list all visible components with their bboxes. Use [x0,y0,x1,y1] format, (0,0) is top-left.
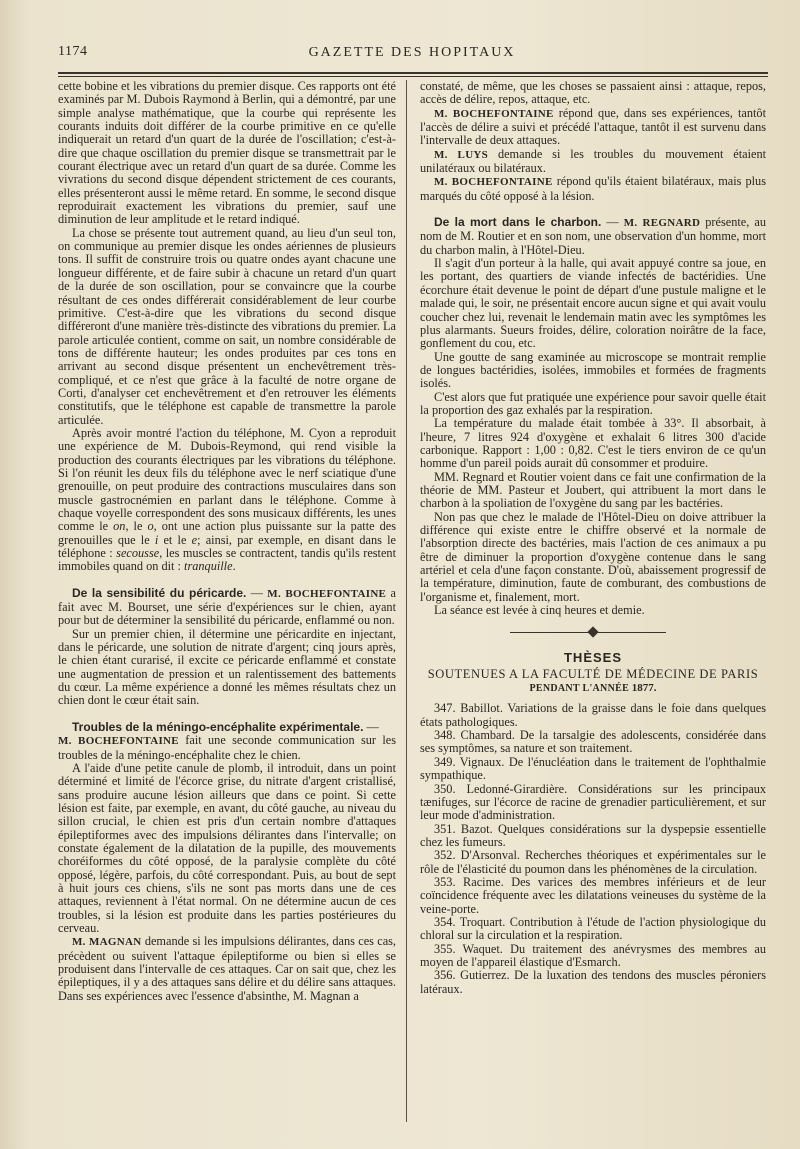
author-name: M. REGNARD [623,217,701,230]
diamond-ornament-icon [587,627,598,638]
section-heading: Troubles de la méningo-encéphalite expérimentale. [72,719,364,734]
page-header [58,42,766,66]
paragraph: Une goutte de sang examinée au microscope se montrait remplie de longues bactéridies, isolées, immobiles et formées de fragments isolés. [420,349,766,391]
section-pericarde: De la sensibilité du péricarde. — M. BOCHEFONTAINE a fait avec M. Bourset, une série d'expériences sur le chien, ayant pour but de déterminer la sensibilité du péricarde, enflammé ou non. [58,585,396,628]
list-item: 356. Gutierrez. De la luxation des tendons des muscles péroniers latéraux. [420,968,766,996]
right-column [420,80,766,996]
separator-ornament [420,624,766,640]
list-item: 348. Chambard. De la tarsalgie des adolescents, considérée dans ses symptômes, sa nature et son traitement. [420,728,766,756]
section-heading: De la mort dans le charbon. [434,215,602,230]
journal-title: GAZETTE DES HOPITAUX [308,45,516,60]
paragraph: M. LUYS demande si les troubles du mouvement étaient unilatéraux ou bilatéraux. [420,146,767,176]
author-name: M. BOCHEFONTAINE [58,735,179,748]
paragraph: La chose se présente tout autrement quand, au lieu d'un seul ton, on communique au premier disque les ondes aériennes de plusieurs tons. Il suffit de construire trois ou quatre ondes ayant chacune une longueur différente, et de faire subir à chacune un retard d'un quart de la durée de son oscillation, pour se convaincre que la courbe résultant de ces ondes différerait considérablement de leur courbe primitive. C'est-à-dire que les vibrations du second disque différeront d'une manière très-distincte des vibrations du premier. La parole articulée contient, comme on sait, un nombre considérable de tons de différente hauteur; les ondes produites par ces tons en arrivant au second disque présentent un enchevêtrement très-compliqué, et ce n'est que grâce à la faculté de notre organe de Corti, d'analyser cet enchevêtrement et d'en retrouver les éléments constitutifs, que le téléphone est capable de transmettre la parole articulée. [58,225,396,427]
header-rule-thick [58,72,768,74]
list-item: 352. D'Arsonval. Recherches théoriques et expérimentales sur le rôle de l'élasticité du poumon dans les phénomènes de la circulation. [420,848,766,876]
left-column [58,80,396,1003]
section-charbon: De la mort dans le charbon. — M. REGNARD présente, au nom de M. Routier et en son nom, une observation d'un homme, mort du charbon malin, à l'Hôtel-Dieu. [420,215,766,257]
author-name: M. MAGNAN [72,936,142,949]
list-item: 353. Racime. Des varices des membres inférieurs et de leur coïncidence fréquente avec les dilatations veineuses du système de la veine-porte. [420,874,766,916]
paragraph: M. MAGNAN demande si les impulsions délirantes, dans ces cas, précèdent ou suivent l'attaque épileptiforme ou bien si elles se produisent dans l'intervalle de ces attaques. Car on sait que, chez les épileptiques, il y a des attaques sans délire et du délire sans attaques. Dans ses expériences avec l'essence d'absinthe, M. Magnan a [58,934,397,1003]
paragraph: M. BOCHEFONTAINE répond que, dans ses expériences, tantôt l'accès de délire a suivi et précédé l'attaque, tantôt il est survenu dans l'intervalle de deux attaques. [420,105,766,148]
paragraph: Il s'agit d'un porteur à la halle, qui avait appuyé contre sa joue, en les portant, des quartiers de viande infectés de bactéridies. Une écorchure était devenue le point de départ d'une pustule maligne et le malade qui, le soir, ne présentait encore aucun signe et qui avait voulu coucher chez lui, revenait le lendemain matin avec les symptômes les plus alarmants. Sueurs froides, délire, coloration noirâtre de la face, gonflement du cou, etc. [420,256,766,351]
theses-heading: THÈSES [563,650,622,666]
list-item: 350. Ledonné-Girardière. Considérations sur les principaux tænifuges, sur l'écorce de racine de grenadier particulièrement, et sur leur mode d'administration. [420,781,766,823]
paragraph: cette bobine et les vibrations du premier disque. Ces rapports ont été examinés par M. Dubois Raymond à Berlin, qui a démontré, par une simple analyse mathématique, que la courbe qui représente les courants induits doit différer de la courbe primitive en ce qu'elle indiquerait un retard d'un quart de la durée de l'oscillation; c'est-à-dire que chaque oscillation du premier disque se transmettrait par le courant électrique avec un retard d'un quart de sa durée. Comme les vivrations du second disque dépendent strictement de ces courants, elles présenteront aussi le même retard. En somme, le second disque reproduirait exactement les vibrations du premier, sauf une diminution de leur amplitude et le retard indiqué. [58,79,396,227]
theses-year-line: PENDANT L'ANNÉE 1877. [529,682,657,695]
paragraph: M. BOCHEFONTAINE fait une seconde communication sur les troubles de la méningo-encéphalite chez le chien. [58,733,396,762]
list-item: 349. Vignaux. De l'énucléation dans le traitement de l'ophthalmie sympathique. [420,754,766,783]
paragraph: C'est alors que fut pratiquée une expérience pour savoir quelle était la proportion des gaz exhalés par la respiration. [420,389,766,417]
section-gap [420,640,766,647]
section-heading: De la sensibilité du péricarde. [72,585,247,600]
list-item: 355. Waquet. Du traitement des anévrysmes des membres au moyen de l'appareil élastique d'Esmarch. [420,941,766,969]
section-gap [420,617,766,624]
author-name: M. BOCHEFONTAINE [267,587,387,600]
theses-subheading: SOUTENUES A LA FACULTÉ DE MÉDECINE DE PARIS [427,666,759,681]
paragraph: La séance est levée à cinq heures et demie. [434,603,645,618]
section-meningo: Troubles de la méningo-encéphalite expérimentale. — [72,719,379,734]
paragraph: M. BOCHEFONTAINE répond qu'ils étaient bilatéraux, mais plus marqués du côté opposé à la lésion. [420,174,766,203]
paragraph: Non pas que chez le malade de l'Hôtel-Dieu on doive attribuer la différence qui existe entre le chiffre observé et la normale de l'absorption directe des bactéries, mais l'action de ces animaux a pu être de diminuer la proportion d'oxygène contenue dans le sang artériel et cela d'une façon constante. D'où, abaissement progressif de la température, diminution, faute de comburant, des combustions de l'organisme et, finalement, mort. [420,509,766,604]
header-rule-thin [58,76,768,77]
author-name: M. BOCHEFONTAINE [434,107,554,120]
list-item: 354. Troquart. Contribution à l'étude de l'action physiologique du chloral sur la circulation et la respiration. [420,914,766,943]
paragraph: Après avoir montré l'action du téléphone, M. Cyon a reproduit une expérience de M. Dubois-Reymond, qui rend visible la production des courants électriques par les vibrations du téléphone. Si l'on réunit les deux fils du téléphone avec le nerf sciatique d'une grenouille, on peut produire des contractions musculaires dans son muscle gastrocnémien en parlant dans le téléphone. Comme à chaque voyelle correspondent des sons musicaux différents, les unes comme le on, le o, ont une action plus puissante sur la patte des grenouilles que le i et le e; ainsi, par exemple, en disant dans le téléphone : secousse, les muscles se contractent, tandis qu'ils restent immobiles quand on dit : tranquille. [58,425,397,574]
paragraph: Sur un premier chien, il détermine une péricardite en injectant, dans le péricarde, une solution de nitrate d'argent; cinq jours après, le chien étant curarisé, il excite ce péricarde enflammé et constate une augmentation de pression et un ralentissement des battements du cœur. La même expérience a donné les mêmes résultats chez un chien dont le cœur était sain. [58,626,396,708]
author-name: M. BOCHEFONTAINE [434,176,553,189]
author-name: M. LUYS [434,148,489,161]
column-divider [406,80,407,1122]
page-number: 1174 [58,44,88,59]
theses-list [420,702,766,996]
list-item: 347. Babillot. Variations de la graisse dans le foie dans quelques états pathologiques. [420,701,766,729]
paragraph: A l'aide d'une petite canule de plomb, il introduit, dans un point déterminé et limité de l'écorce grise, du nitrate d'argent cristallisé, sans produire aucune lésion ailleurs que dans ce point. Si cette lésion est faite, par exemple, en avant, du côté gauche, au niveau du sillon crucial, le chien est pris d'un certain nombre d'attaques épileptiformes avec des impulsions délirantes dans l'intervalle; on constate également de la dilatation de la pupille, des mouvements choréiformes du côté opposé, de la paralysie complète du côté opposé, légère, parfois, du côté correspondant. Puis, au bout de sept à huit jours ces chiens, s'ils ne sont pas morts dans une de ces attaques, reviennent à l'état normal. On ne détermine aucun de ces troubles, si la lésion est produite dans les parties postérieures du cerveau. [58,760,396,935]
list-item: 351. Bazot. Quelques considérations sur la dyspepsie essentielle chez les fumeurs. [420,821,766,849]
paragraph: La température du malade était tombée à 33°. Il absorbait, à l'heure, 7 litres 924 d'oxygène et exhalait 6 litres 300 d'acide carbonique. Rapport : 1,00 : 0,82. C'est le tiers environ de ce qu'un homme d'un pareil poids aurait dû consommer et produire. [420,416,766,471]
paragraph: MM. Regnard et Routier voient dans ce fait une confirmation de la théorie de MM. Pasteur et Joubert, qui attribuent la mort dans le charbon à la spoliation de l'oxygène du sang par les bactéries. [420,469,766,511]
paragraph: constaté, de même, que les choses se passaient ainsi : attaque, repos, accès de délire, repos, attaque, etc. [420,79,766,107]
